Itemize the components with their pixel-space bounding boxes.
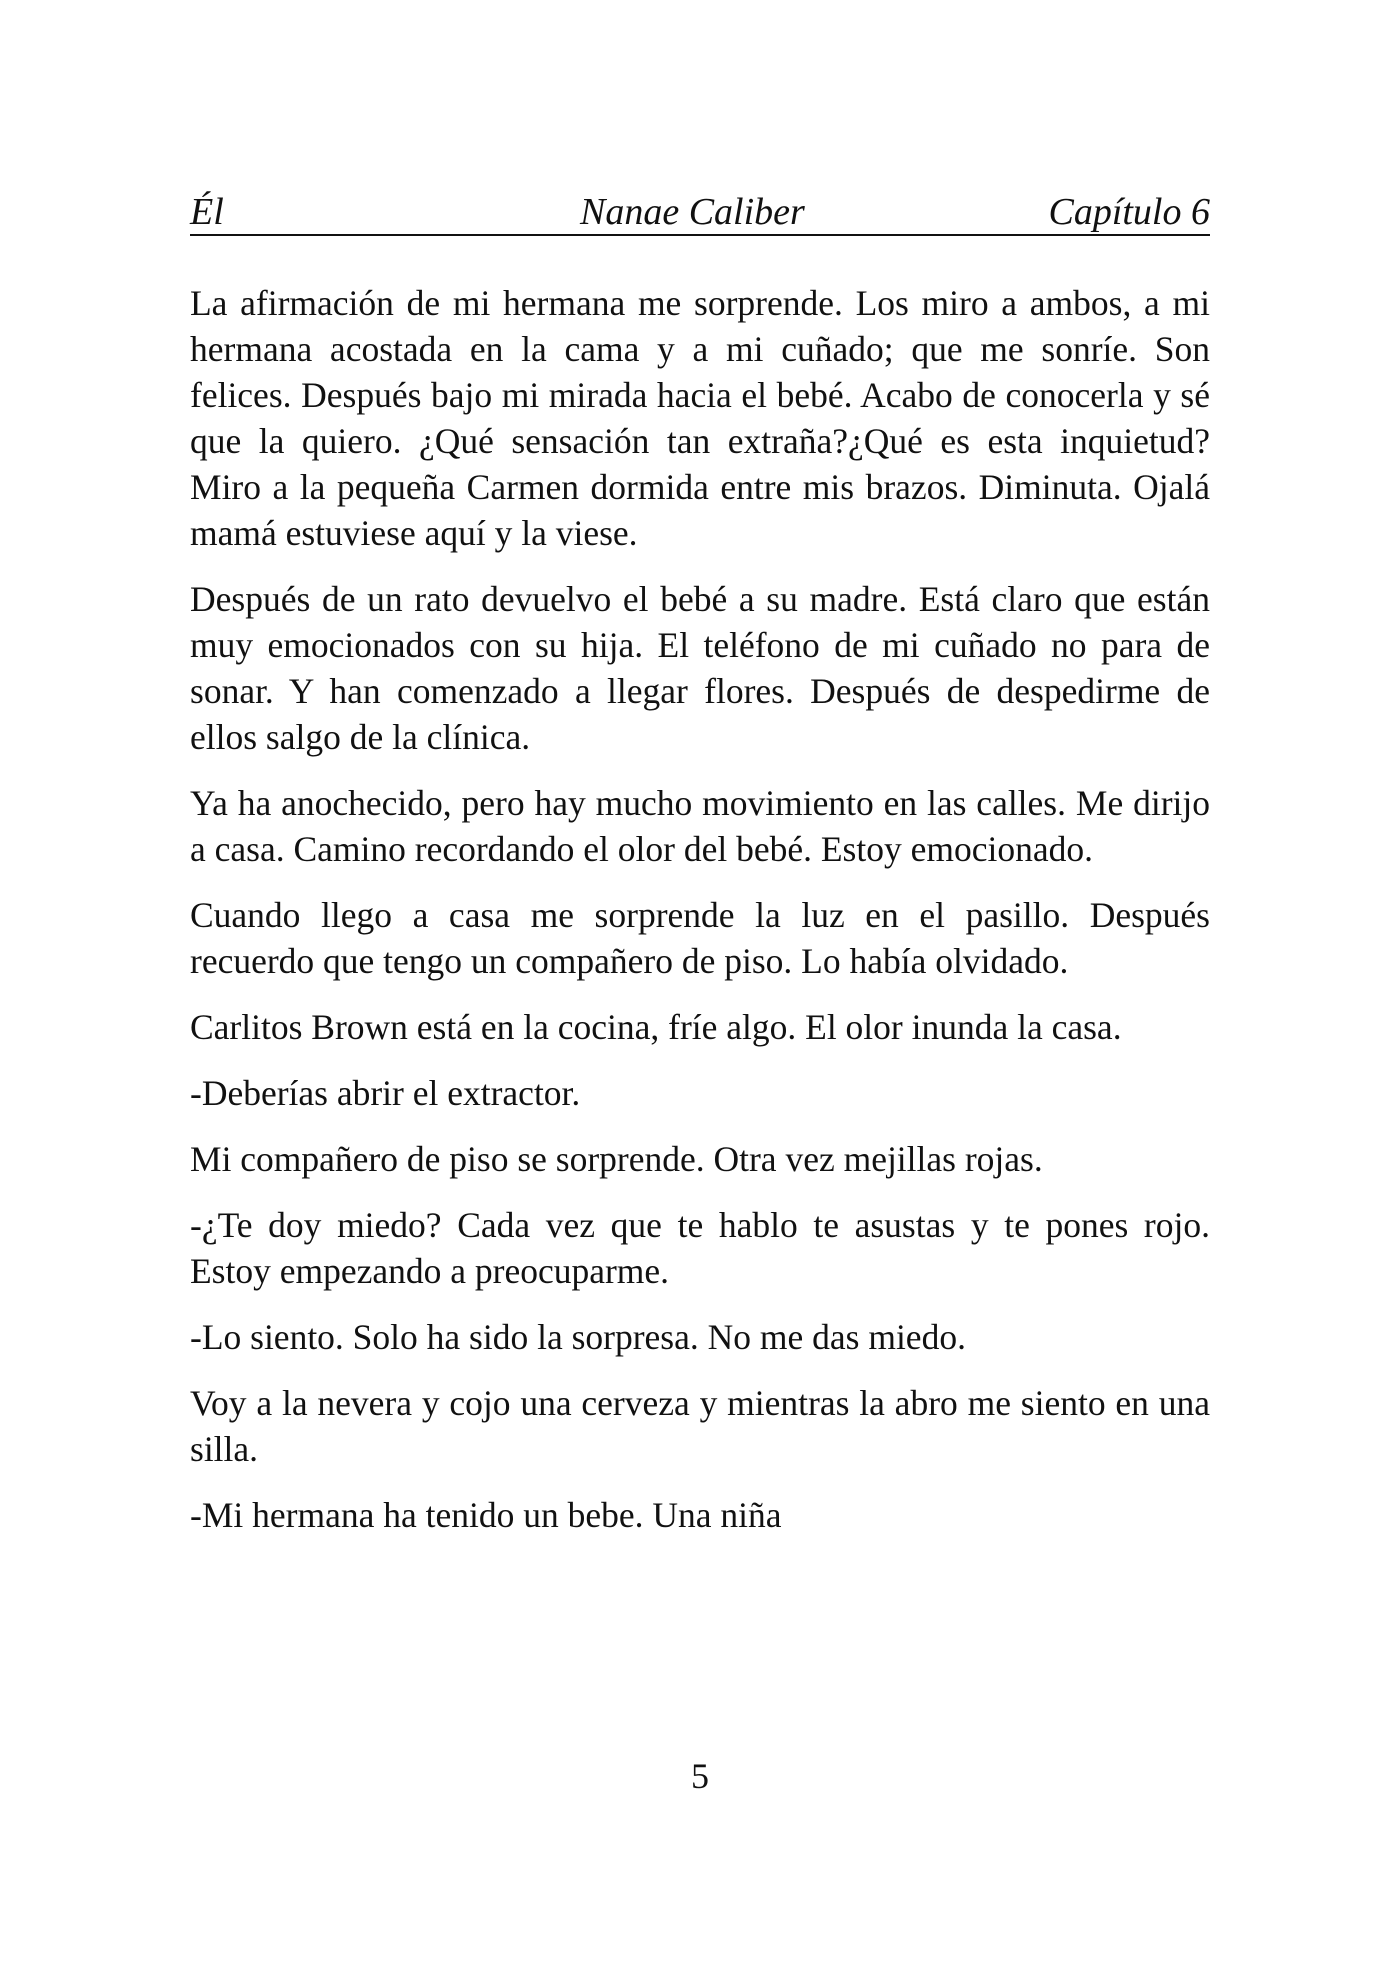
page-number: 5: [691, 1756, 709, 1796]
paragraph: Voy a la nevera y cojo una cerveza y mientras la abro me siento en una silla.: [190, 1383, 1210, 1469]
dialogue-line: -Lo siento. Solo ha sido la sorpresa. No me das miedo.: [190, 1317, 966, 1357]
dialogue-line: -¿Te doy miedo? Cada vez que te hablo te asustas y te pones rojo. Estoy empezando a preocuparme.: [190, 1205, 1210, 1291]
paragraph: Carlitos Brown está en la cocina, fríe algo. El olor inunda la casa.: [190, 1007, 1122, 1047]
dialogue-line: -Mi hermana ha tenido un bebe. Una niña: [190, 1495, 782, 1535]
paragraph: Cuando llego a casa me sorprende la luz en el pasillo. Después recuerdo que tengo un compañero de piso. Lo había olvidado.: [190, 895, 1210, 981]
paragraph: La afirmación de mi hermana me sorprende. Los miro a ambos, a mi hermana acostada en la cama y a mi cuñado; que me sonríe. Son felices. Después bajo mi mirada hacia el bebé. Acabo de conocerla y sé que la quiero. ¿Qué sensación tan extraña?¿Qué es esta inquietud? Miro a la pequeña Carmen dormida entre mis brazos. Diminuta. Ojalá mamá estuviese aquí y la viese.: [190, 283, 1210, 553]
running-header: [190, 190, 1210, 236]
paragraph: Mi compañero de piso se sorprende. Otra vez mejillas rojas.: [190, 1139, 1043, 1179]
paragraph: Después de un rato devuelvo el bebé a su madre. Está claro que están muy emocionados con su hija. El teléfono de mi cuñado no para de sonar. Y han comenzado a llegar flores. Después de despedirme de ellos salgo de la clínica.: [190, 579, 1210, 757]
header-book-title: Él: [190, 191, 224, 233]
dialogue-line: -Deberías abrir el extractor.: [190, 1073, 581, 1113]
header-chapter: Capítulo 6: [1048, 191, 1210, 233]
header-author: Nanae Caliber: [580, 191, 805, 233]
body-text: [190, 280, 1210, 1558]
paragraph: Ya ha anochecido, pero hay mucho movimiento en las calles. Me dirijo a casa. Camino recordando el olor del bebé. Estoy emocionado.: [190, 783, 1210, 869]
